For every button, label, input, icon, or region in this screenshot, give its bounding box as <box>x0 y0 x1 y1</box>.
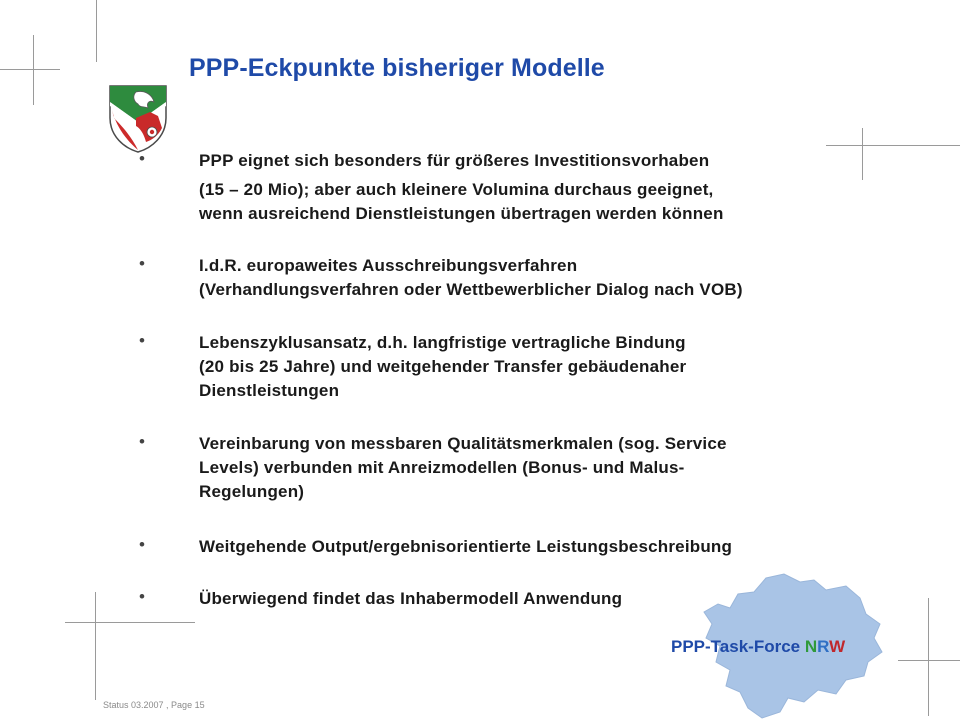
bullet-dot: • <box>139 535 145 554</box>
bullet-line: Überwiegend findet das Inhabermodell Anwendung <box>199 589 623 608</box>
bullet-line: Weitgehende Output/ergebnisorientierte Leistungsbeschreibung <box>199 537 733 556</box>
bullet-line: Dienstleistungen <box>199 381 340 400</box>
brand-letter-n: N <box>804 637 818 656</box>
bullet-dot: • <box>139 149 145 168</box>
bullet-text <box>199 254 899 302</box>
brand-letter-r: R <box>817 637 830 656</box>
bullet-text <box>199 149 899 226</box>
bullet-line: (Verhandlungsverfahren oder Wettbewerblicher Dialog nach VOB) <box>199 280 743 299</box>
page-title: PPP-Eckpunkte bisheriger Modelle <box>189 54 605 82</box>
bullet-line: (20 bis 25 Jahre) und weitgehender Transfer gebäudenaher <box>199 357 687 376</box>
bullet-line: PPP eignet sich besonders für größeres Investitionsvorhaben <box>199 151 710 170</box>
bullet-dot: • <box>139 587 145 606</box>
bullet-text <box>199 432 899 504</box>
bullet-dot: • <box>139 432 145 451</box>
brand-prefix: PPP-Task-Force <box>671 637 805 656</box>
bullet-line: I.d.R. europaweites Ausschreibungsverfahren <box>199 256 578 275</box>
bullet-line: Regelungen) <box>199 482 305 501</box>
bullet-line: wenn ausreichend Dienstleistungen übertragen werden können <box>199 204 724 223</box>
bullet-dot: • <box>139 254 145 273</box>
bullet-line: Levels) verbunden mit Anreizmodellen (Bonus- und Malus- <box>199 458 685 477</box>
bullet-text <box>199 331 899 403</box>
footer-status: Status 03.2007 , Page 15 <box>103 700 205 710</box>
brand-letter-w: W <box>829 637 846 656</box>
bullet-dot: • <box>139 331 145 350</box>
ppp-task-force-nrw-brand <box>671 637 845 657</box>
bullet-line: (15 – 20 Mio); aber auch kleinere Volumina durchaus geeignet, <box>199 180 714 199</box>
bullet-line: Vereinbarung von messbaren Qualitätsmerkmalen (sog. Service <box>199 434 727 453</box>
bullet-text <box>199 535 899 559</box>
bullet-line: Lebenszyklusansatz, d.h. langfristige vertragliche Bindung <box>199 333 686 352</box>
